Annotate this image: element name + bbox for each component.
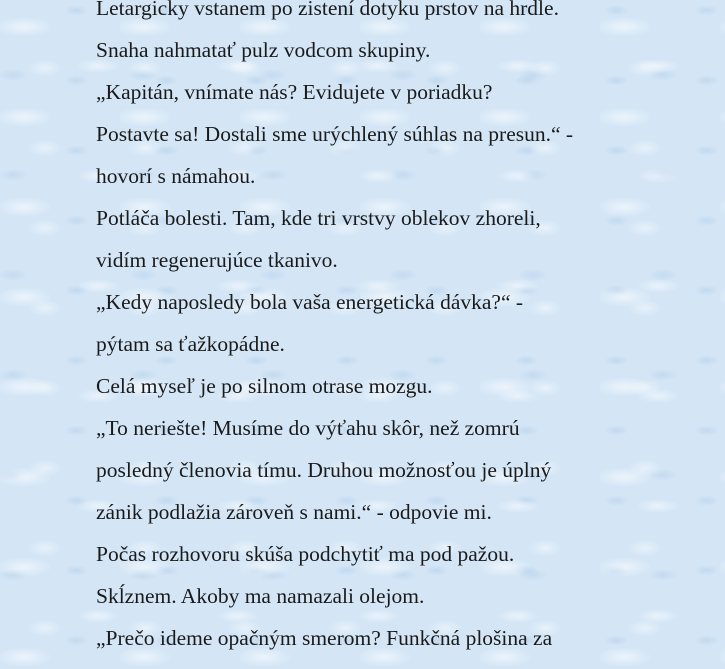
- text-line: Letargicky vstanem po zistení dotyku prstov na hrdle.: [96, 0, 559, 20]
- text-line: Postavte sa! Dostali sme urýchlený súhlas na presun.“ -: [96, 122, 574, 146]
- text-line: zánik podlažia zároveň s nami.“ - odpovie mi.: [96, 500, 492, 524]
- text-line: vidím regenerujúce tkanivo.: [96, 248, 338, 272]
- text-line: Potláča bolesti. Tam, kde tri vrstvy oblekov zhoreli,: [96, 206, 541, 230]
- text-line: Skĺznem. Akoby ma namazali olejom.: [96, 584, 425, 608]
- text-line: Celá myseľ je po silnom otrase mozgu.: [96, 374, 433, 398]
- text-line: „To neriešte! Musíme do výťahu skôr, než zomrú: [96, 416, 520, 440]
- text-line: posledný členovia tímu. Druhou možnosťou je úplný: [96, 458, 552, 482]
- story-text: [96, 0, 716, 659]
- text-line: Snaha nahmatať pulz vodcom skupiny.: [96, 38, 431, 62]
- text-line: „Kedy naposledy bola vaša energetická dávka?“ -: [96, 290, 524, 314]
- text-line: „Prečo ideme opačným smerom? Funkčná plošina za: [96, 626, 553, 650]
- text-line: hovorí s námahou.: [96, 164, 256, 188]
- text-line: „Kapitán, vnímate nás? Evidujete v poriadku?: [96, 80, 493, 104]
- text-line: Počas rozhovoru skúša podchytiť ma pod pažou.: [96, 542, 515, 566]
- text-line: pýtam sa ťažkopádne.: [96, 332, 285, 356]
